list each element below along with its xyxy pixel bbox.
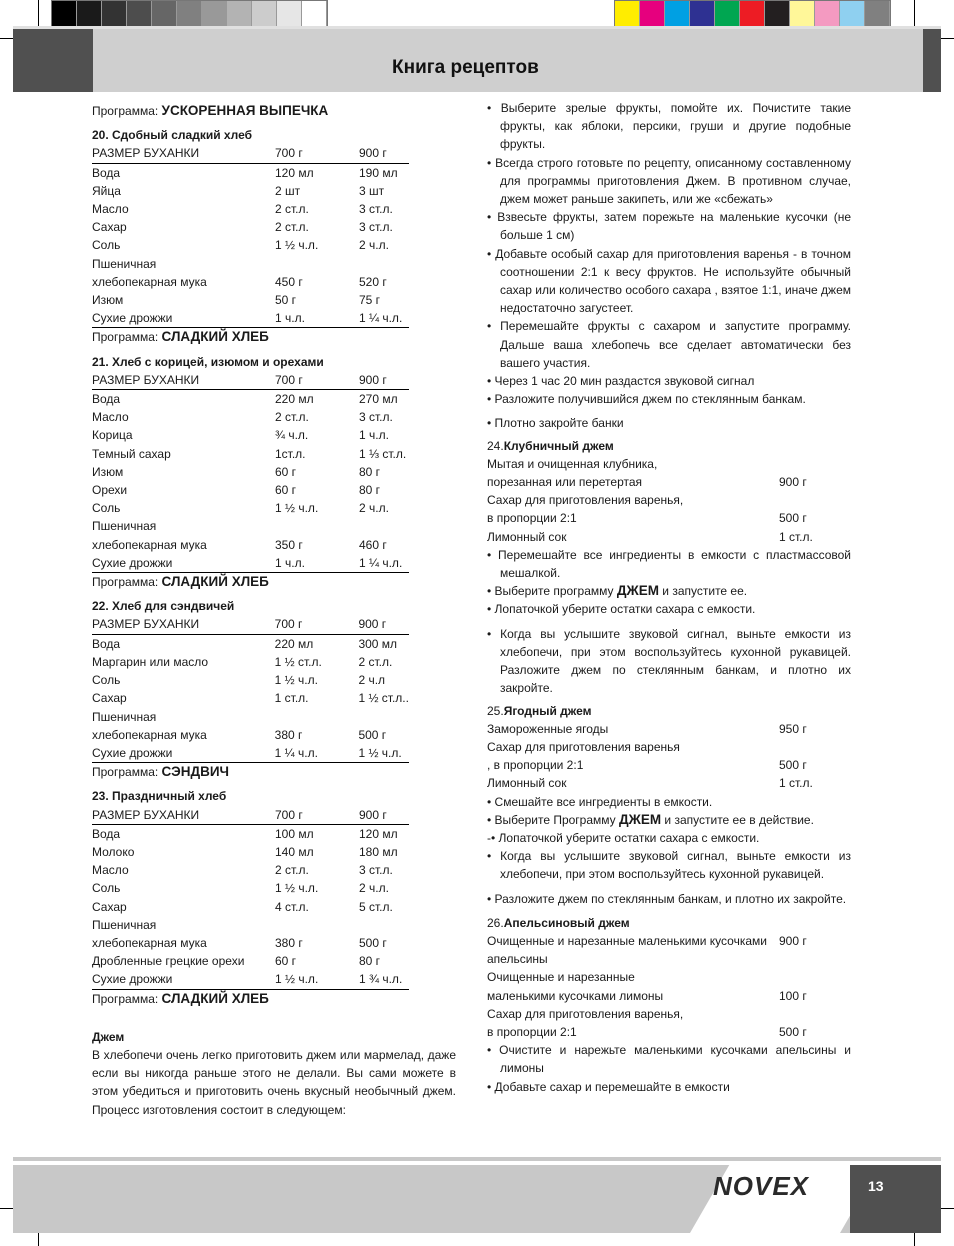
recipe-24-title: 24.Клубничный джем bbox=[487, 438, 614, 453]
table-cell: 380 г bbox=[275, 935, 303, 950]
ingredient-row bbox=[487, 1023, 851, 1041]
ingredient-amount: 900 г bbox=[779, 475, 807, 490]
table-row bbox=[92, 390, 409, 409]
table-cell: 75 г bbox=[359, 293, 381, 308]
recipe-25-title: 25.Ягодный джем bbox=[487, 703, 592, 718]
table-cell: 2 ч.л. bbox=[359, 501, 389, 516]
ingredient-amount: 500 г bbox=[779, 511, 807, 526]
table-cell: 50 г bbox=[275, 293, 297, 308]
program-label: Программа: bbox=[92, 991, 162, 1006]
table-cell: Изюм bbox=[92, 293, 124, 308]
table-row bbox=[92, 463, 409, 481]
table-cell: 1 ½ ч.л. bbox=[275, 238, 319, 253]
ingredient-row bbox=[487, 932, 851, 968]
gray-swatch bbox=[52, 1, 77, 27]
table-cell: Пшеничная bbox=[92, 709, 157, 724]
color-swatch bbox=[790, 1, 815, 27]
table-cell: Вода bbox=[92, 636, 121, 651]
table-cell: Соль bbox=[92, 501, 121, 516]
table-cell: 1 ½ ч.л. bbox=[275, 970, 359, 989]
table-cell: 500 г bbox=[359, 935, 387, 950]
recipe-table bbox=[92, 144, 409, 328]
recipe-step: • Выберите Программу ДЖЕМ и запустите ее в действие. bbox=[487, 811, 814, 827]
table-cell: 520 г bbox=[359, 274, 387, 289]
jam-step: • Через 1 час 20 мин раздастся звуковой сигнал bbox=[487, 374, 755, 389]
program-name: СЛАДКИЙ ХЛЕБ bbox=[161, 574, 269, 590]
table-cell: 180 мл bbox=[359, 844, 398, 859]
table-row bbox=[92, 554, 409, 573]
table-cell: 100 мл bbox=[275, 826, 314, 841]
table-cell: 4 ст.л. bbox=[275, 899, 309, 914]
table-row bbox=[92, 970, 409, 989]
ingredient-name: Очищенные и нарезанные bbox=[487, 970, 635, 985]
footer-page-block bbox=[850, 1165, 941, 1233]
ingredient-name: Сахар для приготовления варенья bbox=[487, 739, 680, 754]
table-header bbox=[92, 144, 409, 163]
table-cell: 3 ст.л. bbox=[359, 410, 393, 425]
table-cell: 220 мл bbox=[275, 392, 314, 407]
table-cell: 2 ст.л. bbox=[275, 863, 309, 878]
table-cell: ¾ ч.л. bbox=[275, 428, 309, 443]
color-swatch bbox=[640, 1, 665, 27]
table-row bbox=[92, 744, 409, 763]
header-cell: 700 г bbox=[275, 806, 359, 825]
table-row bbox=[92, 291, 409, 309]
recipe-25-ingredients bbox=[487, 720, 851, 793]
table-row bbox=[92, 182, 409, 200]
header-cell: 900 г bbox=[358, 615, 409, 634]
ingredient-name: Лимонный сок bbox=[487, 529, 567, 544]
table-cell: 120 мл bbox=[275, 165, 314, 180]
table-cell: 300 мл bbox=[358, 636, 398, 651]
ingredient-amount bbox=[779, 1005, 851, 1023]
ingredient-name: , в пропорции 2:1 bbox=[487, 758, 584, 773]
recipe-title: 21. Хлеб с корицей, изюмом и орехами bbox=[92, 354, 324, 369]
recipe-26-title: 26.Апельсиновый джем bbox=[487, 915, 630, 930]
header-dark-block bbox=[13, 26, 93, 92]
gray-swatch bbox=[277, 1, 302, 27]
table-cell: Вода bbox=[92, 392, 121, 407]
table-cell: Соль bbox=[92, 881, 121, 896]
table-cell: Дробленные грецкие орехи bbox=[92, 954, 245, 969]
table-row bbox=[92, 916, 409, 934]
table-cell: 1 ¼ ч.л. bbox=[359, 309, 409, 328]
program-label: Программа: bbox=[92, 104, 162, 118]
ingredient-name: в пропорции 2:1 bbox=[487, 511, 577, 526]
color-swatch bbox=[865, 1, 890, 27]
header-cell: 700 г bbox=[275, 144, 359, 163]
program-name: СЭНДВИЧ bbox=[161, 764, 230, 780]
table-cell: 80 г bbox=[359, 483, 381, 498]
gray-swatch bbox=[252, 1, 277, 27]
footer-strip bbox=[13, 1157, 941, 1161]
table-cell: 1 ч.л. bbox=[275, 554, 359, 573]
table-cell bbox=[275, 916, 359, 934]
recipe-step: • Добавьте сахар и перемешайте в емкости bbox=[487, 1079, 730, 1094]
table-cell bbox=[359, 255, 409, 273]
table-row bbox=[92, 408, 409, 426]
jam-step: • Перемешайте фрукты с сахаром и запустите программу. Дальше ваша хлебопечь все сделает автоматически без вашего участия. bbox=[487, 319, 851, 370]
ingredient-row bbox=[487, 473, 851, 491]
table-cell: хлебопекарная мука bbox=[92, 935, 207, 950]
table-cell: 2 ст.л. bbox=[275, 220, 309, 235]
table-cell: 120 мл bbox=[359, 826, 398, 841]
header-cell: 900 г bbox=[359, 371, 409, 390]
table-cell: 60 г bbox=[275, 954, 297, 969]
header-cell: РАЗМЕР БУХАНКИ bbox=[92, 371, 275, 390]
table-cell: 80 г bbox=[359, 464, 381, 479]
gray-swatch bbox=[202, 1, 227, 27]
table-row bbox=[92, 273, 409, 291]
table-row bbox=[92, 200, 409, 218]
ingredient-row bbox=[487, 455, 851, 473]
table-cell: 270 мл bbox=[359, 392, 398, 407]
table-row bbox=[92, 218, 409, 236]
table-cell: Масло bbox=[92, 202, 129, 217]
program-line bbox=[92, 573, 456, 591]
table-row bbox=[92, 843, 409, 861]
gray-swatch bbox=[302, 1, 327, 27]
table-cell: 2 ст.л. bbox=[358, 654, 393, 669]
table-cell: 5 ст.л. bbox=[359, 899, 393, 914]
table-cell: 3 ст.л. bbox=[359, 863, 393, 878]
ingredient-name: маленькими кусочками лимоны bbox=[487, 988, 664, 1003]
recipe-title: 22. Хлеб для сэндвичей bbox=[92, 599, 235, 614]
ingredient-row bbox=[487, 491, 851, 509]
table-row bbox=[92, 726, 409, 744]
program-name: СЛАДКИЙ ХЛЕБ bbox=[161, 329, 269, 345]
color-swatch bbox=[715, 1, 740, 27]
table-row bbox=[92, 236, 409, 254]
table-cell: 190 мл bbox=[359, 165, 398, 180]
table-cell bbox=[275, 517, 359, 535]
gray-swatch bbox=[77, 1, 102, 27]
color-swatch bbox=[665, 1, 690, 27]
program-label: Программа: bbox=[92, 330, 162, 345]
header-cell: 700 г bbox=[275, 615, 359, 634]
recipe-table bbox=[92, 371, 409, 573]
program-line bbox=[92, 102, 456, 120]
table-cell: 350 г bbox=[275, 537, 303, 552]
table-cell: хлебопекарная мука bbox=[92, 727, 207, 742]
table-cell: Соль bbox=[92, 238, 121, 253]
ingredient-name: Очищенные и нарезанные маленькими кусочками апельсины bbox=[487, 933, 767, 967]
right-column bbox=[487, 99, 851, 1096]
color-swatch bbox=[615, 1, 640, 27]
table-cell: Пшеничная bbox=[92, 256, 157, 271]
program-name: СЛАДКИЙ ХЛЕБ bbox=[161, 990, 269, 1006]
ingredient-name: Лимонный сок bbox=[487, 776, 567, 791]
table-cell: 1 ⅓ ст.л. bbox=[359, 446, 407, 461]
table-cell: 1 ¾ ч.л. bbox=[359, 970, 409, 989]
table-cell: 500 г bbox=[358, 727, 387, 742]
recipe-step: • Выберите программу ДЖЕМ и запустите ее. bbox=[487, 583, 748, 599]
table-cell: 80 г bbox=[359, 954, 381, 969]
table-cell bbox=[358, 708, 409, 726]
table-cell: Изюм bbox=[92, 464, 124, 479]
recipe-24-ingredients bbox=[487, 455, 851, 546]
table-row bbox=[92, 634, 409, 653]
table-cell: 2 ст.л. bbox=[275, 202, 309, 217]
table-row bbox=[92, 163, 409, 182]
header-dark-block bbox=[923, 26, 941, 92]
recipe-step: • Очистите и нарежьте маленькими кусочками апельсины и лимоны bbox=[487, 1043, 851, 1076]
table-row bbox=[92, 689, 409, 707]
table-cell: 460 г bbox=[359, 537, 387, 552]
table-cell bbox=[359, 916, 409, 934]
table-cell: 60 г bbox=[275, 464, 297, 479]
table-cell: Сухие дрожжи bbox=[92, 970, 275, 989]
recipe-step: • Перемешайте все ингредиенты в емкости с пластмассовой мешалкой. bbox=[487, 547, 851, 581]
table-cell: Орехи bbox=[92, 483, 128, 498]
recipe-step: • Лопаточкой уберите остатки сахара с емкости. bbox=[487, 602, 756, 617]
program-line bbox=[92, 990, 456, 1008]
table-row bbox=[92, 934, 409, 952]
ingredient-name: Мытая и очищенная клубника, bbox=[487, 456, 658, 471]
ingredient-row bbox=[487, 738, 851, 756]
table-cell bbox=[275, 255, 359, 273]
ingredient-name: Сахар для приготовления варенья, bbox=[487, 1006, 684, 1021]
jam-step: • Разложите получившийся джем по стеклянным банкам. bbox=[487, 392, 806, 407]
header-cell: РАЗМЕР БУХАНКИ bbox=[92, 615, 275, 634]
ingredient-amount: 500 г bbox=[779, 758, 807, 773]
table-cell: Вода bbox=[92, 165, 121, 180]
table-row bbox=[92, 517, 409, 535]
table-cell: 1 ½ ч.л. bbox=[274, 673, 318, 688]
table-cell: 1 ч.л. bbox=[275, 309, 359, 328]
table-cell: Молоко bbox=[92, 844, 135, 859]
gray-swatch bbox=[177, 1, 202, 27]
ingredient-amount: 900 г bbox=[779, 933, 807, 948]
table-row bbox=[92, 309, 409, 328]
jam-step: • Добавьте особый сахар для приготовления варенья - в точном соотношении 2:1 к весу фруктов. Не используйте обычный сахар или количество особого сахара , взятое 1:1, иначе джем недостаточно загустеет. bbox=[487, 246, 851, 316]
jam-step: • Всегда строго готовьте по рецепту, описанному составленному для программы приготовления Джем. В противном случае, джем может раньше закипеть, или же «сбежать» bbox=[487, 155, 851, 207]
ingredient-row bbox=[487, 1005, 851, 1023]
table-row bbox=[92, 536, 409, 554]
jam-step: • Выберите зрелые фрукты, помойте их. Почистите такие фрукты, как яблоки, персики, груши и другие подобные фрукты. bbox=[487, 101, 851, 152]
table-cell: 2 ч.л. bbox=[359, 881, 389, 896]
table-cell: 220 мл bbox=[274, 636, 314, 651]
jam-step: • Взвесьте фрукты, затем порежьте на маленькие кусочки (не больше 1 см) bbox=[487, 210, 851, 243]
table-row bbox=[92, 952, 409, 970]
page-title: Книга рецептов bbox=[392, 57, 539, 78]
gray-swatch bbox=[227, 1, 252, 27]
table-row bbox=[92, 499, 409, 517]
table-cell: 380 г bbox=[274, 727, 303, 742]
table-cell: Масло bbox=[92, 410, 129, 425]
table-cell: 3 ст.л. bbox=[359, 202, 393, 217]
table-cell: Сухие дрожжи bbox=[92, 554, 275, 573]
recipe-step: • Когда вы услышите звуковой сигнал, выньте емкости из хлебопечи, при этом воспользуйтесь кухонной рукавицей. Разложите джем по стеклянным банкам, и плотно их закройте. bbox=[487, 626, 851, 696]
program-label: Программа: bbox=[92, 575, 162, 590]
table-cell: 2 шт bbox=[275, 183, 301, 198]
table-cell: 1 ¼ ч.л. bbox=[275, 744, 359, 763]
left-column bbox=[92, 102, 456, 1119]
table-cell: 3 ст.л. bbox=[359, 220, 393, 235]
table-cell: 2 ст.л. bbox=[275, 410, 309, 425]
table-row bbox=[92, 824, 409, 843]
jam-title: Джем bbox=[92, 1029, 125, 1044]
table-cell: Темный сахар bbox=[92, 446, 171, 461]
color-swatch bbox=[690, 1, 715, 27]
ingredient-row bbox=[487, 756, 851, 774]
crop-mark bbox=[914, 0, 915, 26]
color-swatches bbox=[614, 0, 891, 28]
recipe-step: • Смешайте все ингредиенты в емкости. bbox=[487, 794, 713, 809]
table-cell: 1 ½ ч.л. bbox=[275, 881, 319, 896]
ingredient-amount bbox=[779, 968, 851, 986]
recipe-step: -• Лопаточкой уберите остатки сахара с емкости. bbox=[487, 830, 760, 845]
table-cell: Сахар bbox=[92, 899, 127, 914]
program-line bbox=[92, 328, 456, 346]
color-swatch bbox=[740, 1, 765, 27]
table-row bbox=[92, 671, 409, 689]
jam-intro-text: В хлебопечи очень легко приготовить джем или мармелад, даже если вы никогда раньше этого не делали. Вы сами можете в этом убедиться и приготовить очень вкусный необычный джем. Процесс изготовления состоит в следующем: bbox=[92, 1047, 456, 1117]
table-cell: хлебопекарная мука bbox=[92, 537, 207, 552]
header-cell: 700 г bbox=[275, 371, 359, 390]
color-swatch bbox=[765, 1, 790, 27]
recipe-26-ingredients bbox=[487, 932, 851, 1041]
recipe-title: 20. Сдобный сладкий хлеб bbox=[92, 128, 252, 143]
table-cell: 450 г bbox=[275, 274, 303, 289]
ingredient-name: в пропорции 2:1 bbox=[487, 1024, 577, 1039]
table-cell: 3 шт bbox=[359, 183, 385, 198]
recipe-step: • Когда вы услышите звуковой сигнал, выньте емкости из хлебопечи, при этом воспользуйтесь кухонной рукавицей. bbox=[487, 849, 851, 882]
table-cell: Маргарин или масло bbox=[92, 654, 209, 669]
novex-logo: NOVEX bbox=[713, 1171, 810, 1201]
table-row bbox=[92, 426, 409, 444]
table-cell: Яйца bbox=[92, 183, 121, 198]
table-cell: Пшеничная bbox=[92, 917, 157, 932]
ingredient-row bbox=[487, 774, 851, 792]
table-cell: 1 ½ ст.л.. bbox=[358, 691, 409, 706]
header-cell: РАЗМЕР БУХАНКИ bbox=[92, 806, 275, 825]
table-cell: 2 ч.л. bbox=[359, 238, 389, 253]
recipe-step: • Разложите джем по стеклянным банкам, и плотно их закройте. bbox=[487, 891, 847, 906]
ingredient-row bbox=[487, 987, 851, 1005]
table-cell: Сахар bbox=[92, 220, 127, 235]
table-cell: 1 ¼ ч.л. bbox=[359, 554, 409, 573]
table-header bbox=[92, 371, 409, 390]
crop-mark bbox=[38, 0, 39, 26]
color-swatch bbox=[815, 1, 840, 27]
table-row bbox=[92, 445, 409, 463]
ingredient-name: Сахар для приготовления варенья, bbox=[487, 493, 684, 508]
table-cell: 1ст.л. bbox=[275, 446, 306, 461]
table-cell: Корица bbox=[92, 428, 133, 443]
ingredient-row bbox=[487, 528, 851, 546]
ingredient-row bbox=[487, 968, 851, 986]
jam-step: • Плотно закройте банки bbox=[487, 416, 624, 431]
table-cell: Сахар bbox=[92, 691, 127, 706]
header-cell: 900 г bbox=[359, 144, 409, 163]
table-cell: Сухие дрожжи bbox=[92, 309, 275, 328]
header-cell: РАЗМЕР БУХАНКИ bbox=[92, 144, 275, 163]
table-cell: 1 ½ ч.л. bbox=[275, 501, 319, 516]
table-row bbox=[92, 255, 409, 273]
ingredient-amount: 1 ст.л. bbox=[779, 529, 813, 544]
ingredient-amount bbox=[779, 455, 851, 473]
table-cell: 1 ст.л. bbox=[274, 691, 309, 706]
table-row bbox=[92, 481, 409, 499]
page-number: 13 bbox=[868, 1178, 884, 1194]
program-line bbox=[92, 763, 456, 781]
recipe-table bbox=[92, 615, 409, 763]
table-cell bbox=[359, 517, 409, 535]
table-cell: Сухие дрожжи bbox=[92, 744, 275, 763]
table-cell: 1 ч.л. bbox=[359, 428, 389, 443]
ingredient-name: Замороженные ягоды bbox=[487, 721, 609, 736]
program-label: Программа: bbox=[92, 765, 162, 780]
table-row bbox=[92, 653, 409, 671]
gray-swatch bbox=[102, 1, 127, 27]
table-row bbox=[92, 898, 409, 916]
header-strip bbox=[13, 26, 941, 29]
ingredient-row bbox=[487, 720, 851, 738]
gray-swatch bbox=[127, 1, 152, 27]
gray-swatch bbox=[152, 1, 177, 27]
ingredient-row bbox=[487, 509, 851, 527]
table-cell: 140 мл bbox=[275, 844, 314, 859]
table-cell: Вода bbox=[92, 826, 121, 841]
table-row bbox=[92, 879, 409, 897]
table-header bbox=[92, 806, 409, 825]
table-cell: хлебопекарная мука bbox=[92, 274, 207, 289]
ingredient-amount: 950 г bbox=[779, 721, 807, 736]
table-cell: 60 г bbox=[275, 483, 297, 498]
table-cell bbox=[275, 708, 359, 726]
color-swatch bbox=[840, 1, 865, 27]
recipe-title: 23. Праздничный хлеб bbox=[92, 789, 227, 804]
table-row bbox=[92, 861, 409, 879]
program-name: УСКОРЕННАЯ ВЫПЕЧКА bbox=[161, 103, 329, 118]
table-row bbox=[92, 708, 409, 726]
table-cell: Соль bbox=[92, 673, 121, 688]
ingredient-amount: 1 ст.л. bbox=[779, 776, 813, 791]
table-header bbox=[92, 615, 409, 634]
table-cell: 2 ч.л bbox=[358, 673, 386, 688]
ingredient-amount bbox=[779, 738, 851, 756]
grayscale-swatches bbox=[51, 0, 328, 28]
table-cell: 1 ½ ст.л. bbox=[274, 654, 322, 669]
recipe-table bbox=[92, 806, 409, 990]
table-cell: Масло bbox=[92, 863, 129, 878]
ingredient-name: порезанная или перетертая bbox=[487, 475, 643, 490]
ingredient-amount bbox=[779, 491, 851, 509]
table-cell: Пшеничная bbox=[92, 519, 157, 534]
ingredient-amount: 500 г bbox=[779, 1024, 807, 1039]
table-cell: 1 ½ ч.л. bbox=[358, 744, 409, 763]
ingredient-amount: 100 г bbox=[779, 988, 807, 1003]
header-cell: 900 г bbox=[359, 806, 409, 825]
